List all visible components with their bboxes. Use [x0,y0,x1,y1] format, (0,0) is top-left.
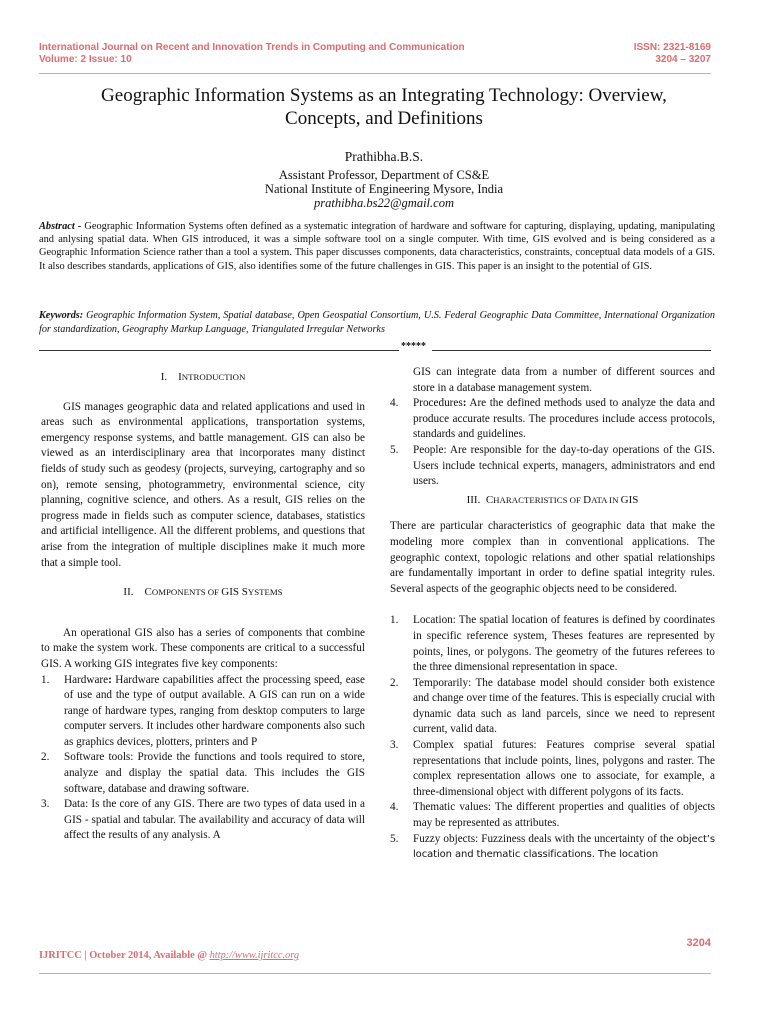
heading-initial: C [485,493,494,506]
paper-title [39,84,729,130]
title-line-2: Concepts, and Definitions [285,108,483,129]
title-line-1: Geographic Information Systems as an Integrating Technology: Overview, [101,85,667,106]
separator-line-left [39,350,399,351]
heading-initial: C [144,586,152,599]
heading-gis: GIS [620,493,639,506]
list-item: GIS can integrate data from a number of different sources and store in a database management system. [413,366,715,394]
list-item: 5. Fuzzy objects: Fuzziness deals with the uncertainty of the object’s location and thematic classifications. The location [390,832,715,861]
heading-gis: GIS S [221,586,248,599]
separator-line-right [432,350,711,351]
footer-text: IJRITCC | October 2014, Available @ [39,950,210,961]
keywords-label: Keywords: [39,310,84,321]
abstract-label: Abstract - [39,221,82,232]
section-number: II. [123,586,134,599]
list-item: 3. Complex spatial futures: Features comprise several spatial representations that include points, lines, polygons and raster. The complex representation allows one to associate, for example, a three-dimensional object with different polygons of its facts. [390,739,715,798]
characteristics-list [390,613,715,863]
characteristics-paragraph: There are particular characteristics of geographic data that make the modeling more complex than in conventional applications. The geographic context, topologic relations and other spatial relationships are fundamentally important in order to define spatial integrity rules. Several aspects of the geographic objects need to be considered. [390,520,715,595]
list-item: 2. Temporarily: The database model should consider both existence and change over time of the features. This is especially crucial with dynamic data such as land parcels, since we need to represent current, valid data. [390,676,715,736]
introduction-paragraph: GIS manages geographic data and related applications and used in areas such as environmental applications, transportation systems, emergency response systems, and battle management. GIS can also be viewed as an interdisciplinary area that incorporates many distinct fields of study such as geodesy (projects, surveying, cartography and so on), remote sensing, photogrammetry, environmental science, city planning, cognitive science, and others. As a result, GIS relies on the progress made in fields such as computer science, databases, statistics and artificial intelligence. All the different problems, and questions that arise from the integration of multiple disciplines make it much more that a simple tool. [41,400,365,569]
header-rule [39,73,711,74]
list-item: 4. Thematic values: The different properties and qualities of objects may be represented as attributes. [390,801,715,830]
list-item: 1. Location: The spatial location of features is defined by coordinates in specific reference system, Theses features are represented by points, lines, or polygons. The geometry of the futures referees to the three dimensional representation in space. [390,614,715,674]
heading-rest: NTRODUCTION [181,372,246,382]
heading-data-rest: ATA IN [591,494,621,505]
heading-initial: I [178,371,182,383]
components-list [41,673,365,845]
section-number: III. [466,493,481,506]
separator [39,341,711,353]
components-paragraph: An operational GIS also has a series of components that combine to make the system work. These components are critical to a successful GIS. A working GIS integrates five key components: [41,626,365,670]
heading-rest: OMPONENTS OF [151,587,222,598]
heading-rest: HARACTERISTICS OF [493,494,584,505]
heading-data-initial: D [583,493,592,506]
left-column [41,370,365,844]
author-position: Assistant Professor, Department of CS&E [278,168,490,182]
abstract [39,220,715,273]
list-item: 1. Hardware: Hardware capabilities affect the processing speed, ease of use and the type of output available. A GIS can run on a wide range of hardware types, ranging from desktop computers to large computer servers. It includes other hardware components also such as graphics devices, plotters, printers and P [41,673,365,748]
abstract-text: Geographic Information Systems often defined as a systematic integration of hardware and software for capturing, displaying, updating, manipulating and anlysing spatial data. When GIS introduced, it was a simple software tool on a single computer. With time, GIS evolved and is being considered as a Geographic Information Science rather than a tool a system. This paper discusses components, data characteristics, constraints, conceptual data models of a GIS. It also describes standards, applications of GIS, also identifies some of the future challenges in GIS. This paper is an insight to the potential of GIS. [39,221,716,272]
section-heading-introduction [41,370,365,386]
page-number: 3204 [686,937,711,949]
right-column [390,365,715,863]
footer [39,950,299,961]
list-item: 3. Data: Is the core of any GIS. There are two types of data used in a GIS - spatial and tabular. The availability and accuracy of data will affect the results of any analysis. A [41,798,365,842]
author-email[interactable]: prathibha.bs22@gmail.com [314,196,454,210]
issn: ISSN: 2321-8169 [633,42,711,53]
section-number: I. [160,371,168,383]
journal-name: International Journal on Recent and Innovation Trends in Computing and Communication [39,42,465,53]
page-range: 3204 – 3207 [655,54,711,65]
author-name: Prathibha.B.S. [344,149,424,164]
heading-systems-rest: YSTEMS [247,587,283,598]
volume-issue: Volume: 2 Issue: 10 [39,54,132,65]
keywords-text: Geographic Information System, Spatial database, Open Geospatial Consortium, U.S. Federal Geographic Data Committee, International Organization for standardization, Geography Markup Language, Triangulated Irregular Networks [39,310,715,335]
list-item: 5. People: Are responsible for the day-to-day operations of the GIS. Users include technical experts, managers, administrators and end users. [390,443,715,488]
keywords [39,309,715,336]
author-block [39,150,729,210]
journal-link[interactable]: http://www.ijritcc.org [209,950,300,961]
section-heading-components [41,585,365,601]
section-heading-characteristics [390,493,715,509]
author-institute: National Institute of Engineering Mysore, India [264,182,504,196]
footer-rule [39,973,711,974]
list-item: 2. Software tools: Provide the functions and tools required to store, analyze and display the spatial data. This includes the GIS software, database and drawing software. [41,751,365,795]
list-item: 4. Procedures: Are the defined methods used to analyze the data and produce accurate results. The procedures include access protocols, standards and guidelines. [390,397,715,441]
separator-stars: ***** [401,341,426,352]
components-list-continued [390,365,715,490]
